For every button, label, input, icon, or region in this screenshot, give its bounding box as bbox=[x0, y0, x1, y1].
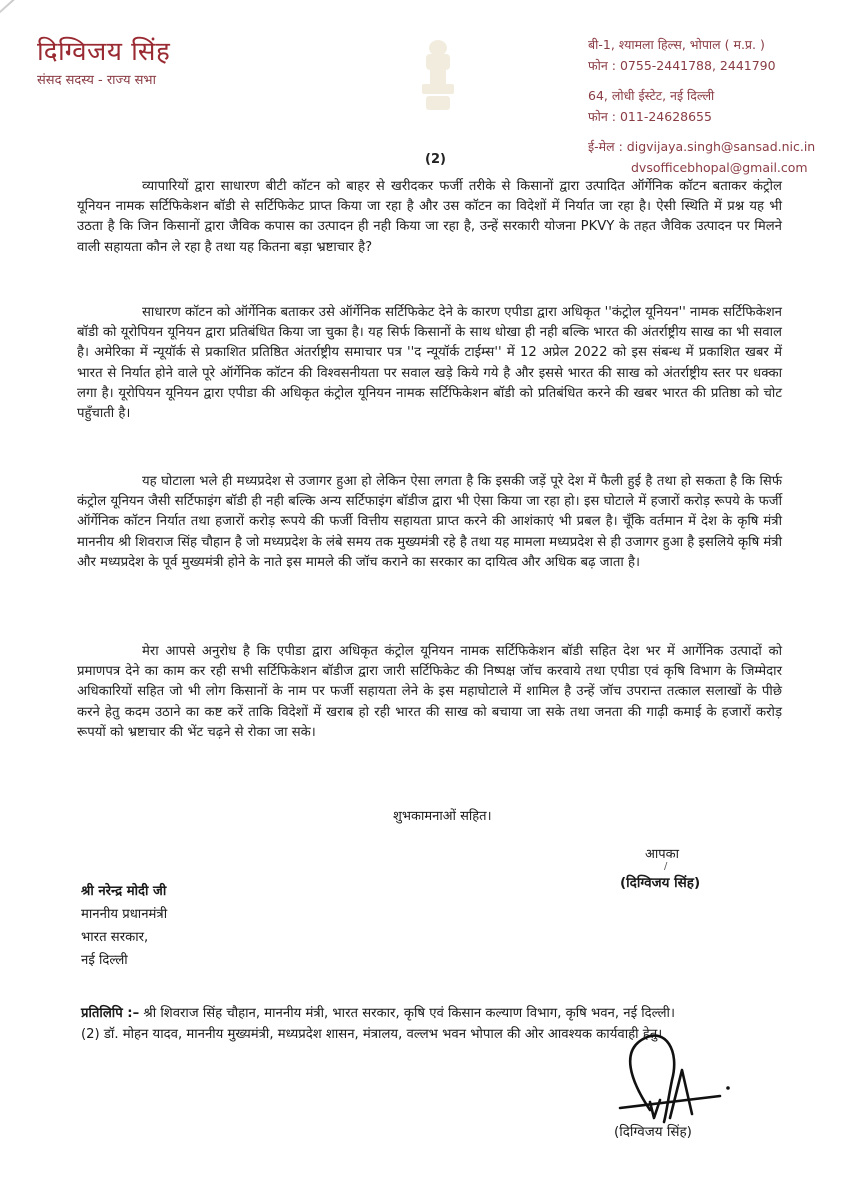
paragraph-text: मेरा आपसे अनुरोध है कि एपीडा द्वारा अधिकृत कंट्रोल यूनियन नामक सर्टिफिकेशन बॉडी सहित देश भर में आर्गेनिक उत्पादों को प्रमाणपत्र देने का काम कर रही सभी सर्टिफिकेशन बॉडीज द्वारा जारी सर्टिफिकेट की निष्पक्ष जॉच करवाये तथा एपीडा एवं कृषि विभाग के जिम्मेदार अधिकारियों सहित जो भी लोग किसानों के नाम पर फर्जी सहायता लेने के इस महाघोटाले में शामिल है उन्हें जॉच उपरान्त तत्काल सलाखों के पीछे करने हेतु कदम उठाने का कष्ट करें ताकि विदेशों में खराब हो रही भारत की साख को बचाया जा सके तथा जनता की गाढ़ी कमाई के हजारों करोड़ रूपयों को भ्रष्टाचार की भेंट चढ़ने से रोका जा सके। bbox=[77, 644, 782, 740]
paragraph-text: साधारण कॉटन को ऑर्गेनिक बताकर उसे ऑर्गेनिक सर्टिफिकेट देने के कारण एपीडा द्वारा अधिकृत ''कंट्रोल यूनियन'' नामक सर्टिफिकेशन बॉडी को यूरोपियन यूनियन द्वारा प्रतिबंधित किया जा चुका है। यह सिर्फ किसानों के साथ धोखा ही नही बल्कि भारत की अंतर्राष्ट्रीय साख का भी सवाल है। अमेरिका में न्यूयॉर्क से प्रकाशित प्रतिष्ठित अंतर्राष्ट्रीय समाचार पत्र ''द न्यूयॉर्क टाईम्स'' में 12 अप्रेल 2022 को इस संबन्ध में प्रकाशित खबर में भारत से निर्यात होने वाले पूरे ऑर्गेनिक कॉटन की विश्वसनीयता पर सवाल खड़े किये गये है और इससे भारत की साख को अंतर्राष्ट्रीय स्तर पर धक्का लगा है। यूरोपियन यूनियन द्वारा एपीडा की अधिकृत कंट्रोल यूनियन नामक सर्टिफिकेशन बॉडी को प्रतिबंधित करने की खबर भारत की प्रतिष्ठा को चोट पहुँचाती है। bbox=[77, 305, 782, 422]
paragraph-2 bbox=[77, 303, 782, 424]
yours-text: आपका bbox=[645, 847, 680, 862]
letterhead-contact bbox=[588, 34, 815, 178]
copy-to-text-1: श्री शिवराज सिंह चौहान, माननीय मंत्री, भारत सरकार, कृषि एवं किसान कल्याण विभाग, कृषि भवन, नई दिल्ली। bbox=[143, 1006, 675, 1021]
paragraph-text: यह घोटाला भले ही मध्यप्रदेश से उजागर हुआ हो लेकिन ऐसा लगता है कि इसकी जड़ें पूरे देश में फैली हुई है तथा हो सकता है कि सिर्फ कंट्रोल यूनियन जैसी सर्टिफाइंग बॉडी ही नही बल्कि अन्य सर्टिफाइंग बॉडीज द्वारा भी ऐसा किया जा रहा हो। इस घोटाले में हजारों करोड़ रूपये के फर्जी ऑर्गेनिक कॉटन निर्यात तथा हजारों करोड़ रूपये की फर्जी वित्तीय सहायता प्राप्त करने की आशंकाएं भी प्रबल है। चूँकि वर्तमान में देश के कृषि मंत्री माननीय श्री शिवराज सिंह चौहान है जो मध्यप्रदेश के लंबे समय तक मुख्यमंत्री रहे है तथा यह मामला मध्यप्रदेश से ही उजागर हुआ है इसलिये कृषि मंत्री और मध्यप्रदेश के पूर्व मुख्यमंत्री होने के नाते इस मामले की जॉच कराने का सरकार का दायित्व और अधिक बढ़ जाता है। bbox=[77, 474, 782, 570]
page-number: (2) bbox=[425, 152, 446, 167]
phone-delhi: फोन : 011-24628655 bbox=[588, 109, 712, 124]
letterhead-name: दिग्विजय सिंह bbox=[37, 37, 171, 67]
addressee-city: नई दिल्ली bbox=[81, 953, 128, 968]
address-bhopal: बी-1, श्यामला हिल्स, भोपाल ( म.प्र. ) bbox=[588, 37, 765, 52]
addressee-title: माननीय प्रधानमंत्री bbox=[81, 907, 168, 922]
email-primary[interactable]: digvijaya.singh@sansad.nic.in bbox=[626, 139, 816, 154]
paragraph-3 bbox=[77, 472, 782, 573]
paper-fold-mark bbox=[0, 0, 58, 22]
closing-salutation: शुभकामनाओं सहित। bbox=[393, 809, 492, 824]
sign-mark: / bbox=[664, 861, 668, 872]
paragraph-4 bbox=[77, 642, 782, 743]
paragraph-1 bbox=[77, 177, 782, 258]
addressee-org: भारत सरकार, bbox=[81, 930, 149, 945]
paragraph-text: व्यापारियों द्वारा साधारण बीटी कॉटन को बाहर से खरीदकर फर्जी तरीके से किसानों द्वारा उत्पादित ऑर्गेनिक कॉटन बताकर कंट्रोल यूनियन नामक सर्टिफिकेशन बॉडी से सर्टिफिकेट प्राप्त किया जा रहा है और उस कॉटन का विदेशों में निर्यात जा रहा है। ऐसी स्थिति में प्रश्न यह भी उठता है कि जिन किसानों द्वारा जैविक कपास का उत्पादन ही नही किया जा रहा है, उन्हें सरकारी योजना PKVY के तहत जैविक उत्पादन पर मिलने वाली सहायता कौन ले रहा है तथा यह कितना बड़ा भ्रष्टाचार है? bbox=[77, 179, 782, 255]
copy-to-item-2: (2) डॉ. मोहन यादव, माननीय मुख्यमंत्री, मध्यप्रदेश शासन, मंत्रालय, वल्लभ भवन भोपाल की ओर आवश्यक कार्यवाही हेतु। bbox=[81, 1027, 663, 1042]
letterhead-designation: संसद सदस्य - राज्य सभा bbox=[37, 73, 156, 88]
phone-bhopal: फोन : 0755-2441788, 2441790 bbox=[588, 58, 776, 73]
copy-to-item-1 bbox=[81, 1003, 781, 1024]
handwritten-signature bbox=[610, 1030, 760, 1130]
email-secondary[interactable]: dvsofficebhopal@gmail.com bbox=[631, 160, 808, 175]
email-label: ई-मेल : bbox=[588, 139, 623, 154]
addressee-block bbox=[81, 880, 167, 972]
copy-to-label: प्रतिलिपि :– bbox=[81, 1006, 140, 1021]
signature-name: (दिग्विजय सिंह) bbox=[614, 1124, 692, 1140]
signatory-name: (दिग्विजय सिंह) bbox=[620, 875, 701, 891]
address-delhi: 64, लोधी ईस्टेट, नई दिल्ली bbox=[588, 88, 715, 103]
addressee-name: श्री नरेन्द्र मोदी जी bbox=[81, 884, 167, 899]
national-emblem-icon bbox=[412, 38, 464, 118]
